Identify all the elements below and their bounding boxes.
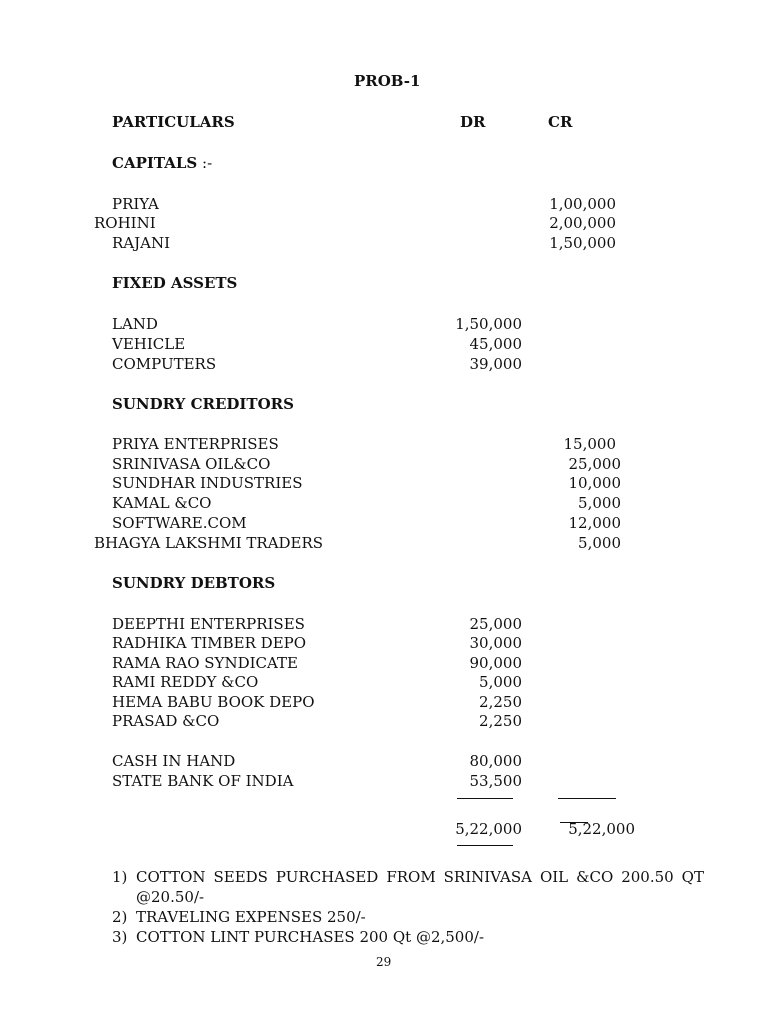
page-number: 29: [376, 955, 392, 969]
transaction-number: 1): [112, 868, 128, 886]
fixed-asset-dr-amount: 1,50,000: [455, 315, 522, 333]
capitals-heading-suffix: :-: [202, 154, 213, 172]
debtor-name: RAMA RAO SYNDICATE: [112, 654, 298, 672]
capitals-heading-text: CAPITALS: [112, 154, 198, 172]
creditor-cr-amount: 10,000: [568, 474, 621, 492]
dr-total-rule-bottom: [457, 845, 513, 846]
transaction-text: COTTON SEEDS PURCHASED FROM SRINIVASA OIL &CO 200.50 QT: [136, 868, 704, 886]
bank-name: STATE BANK OF INDIA: [112, 772, 294, 790]
debtor-dr-amount: 2,250: [479, 712, 522, 730]
creditor-name: BHAGYA LAKSHMI TRADERS: [94, 534, 324, 552]
capital-name: RAJANI: [112, 234, 171, 252]
transaction-text-continued: @20.50/-: [136, 888, 205, 906]
bank-dr-amount: 53,500: [469, 772, 522, 790]
capital-cr-amount: 1,00,000: [549, 195, 616, 213]
cr-total-overline: [560, 822, 588, 823]
section-heading-sundry-creditors: SUNDRY CREDITORS: [112, 395, 294, 413]
creditor-name: SOFTWARE.COM: [112, 514, 247, 532]
cash-name: CASH IN HAND: [112, 752, 236, 770]
creditor-name: PRIYA ENTERPRISES: [112, 435, 279, 453]
debtor-dr-amount: 2,250: [479, 693, 522, 711]
creditor-name: SUNDHAR INDUSTRIES: [112, 474, 303, 492]
cr-total: 5,22,000: [568, 820, 635, 838]
debtor-dr-amount: 90,000: [469, 654, 522, 672]
transaction-number: 2): [112, 908, 128, 926]
cash-dr-amount: 80,000: [469, 752, 522, 770]
header-dr: DR: [460, 113, 486, 131]
capital-name: PRIYA: [112, 195, 159, 213]
debtor-name: HEMA BABU BOOK DEPO: [112, 693, 315, 711]
creditor-cr-amount: 25,000: [568, 455, 621, 473]
creditor-cr-amount: 15,000: [563, 435, 616, 453]
debtor-name: DEEPTHI ENTERPRISES: [112, 615, 305, 633]
debtor-dr-amount: 5,000: [479, 673, 522, 691]
creditor-cr-amount: 5,000: [578, 494, 621, 512]
dr-total: 5,22,000: [455, 820, 522, 838]
capital-cr-amount: 1,50,000: [549, 234, 616, 252]
creditor-cr-amount: 5,000: [578, 534, 621, 552]
capital-name: ROHINI: [94, 214, 156, 232]
debtor-name: RAMI REDDY &CO: [112, 673, 259, 691]
header-particulars: PARTICULARS: [112, 113, 235, 131]
transaction-text: COTTON LINT PURCHASES 200 Qt @2,500/-: [136, 928, 485, 946]
fixed-asset-name: COMPUTERS: [112, 355, 217, 373]
debtor-name: PRASAD &CO: [112, 712, 220, 730]
capital-cr-amount: 2,00,000: [549, 214, 616, 232]
section-heading-capitals: [112, 154, 212, 172]
transaction-number: 3): [112, 928, 128, 946]
debtor-name: RADHIKA TIMBER DEPO: [112, 634, 307, 652]
page-title: PROB-1: [354, 72, 421, 90]
cr-total-rule-top: [558, 798, 616, 799]
section-heading-fixed-assets: FIXED ASSETS: [112, 274, 238, 292]
header-cr: CR: [548, 113, 573, 131]
debtor-dr-amount: 25,000: [469, 615, 522, 633]
fixed-asset-name: VEHICLE: [112, 335, 186, 353]
fixed-asset-name: LAND: [112, 315, 158, 333]
creditor-cr-amount: 12,000: [568, 514, 621, 532]
dr-total-rule-top: [457, 798, 513, 799]
debtor-dr-amount: 30,000: [469, 634, 522, 652]
creditor-name: KAMAL &CO: [112, 494, 212, 512]
section-heading-sundry-debtors: SUNDRY DEBTORS: [112, 574, 276, 592]
transaction-text: TRAVELING EXPENSES 250/-: [136, 908, 366, 926]
creditor-name: SRINIVASA OIL&CO: [112, 455, 271, 473]
fixed-asset-dr-amount: 45,000: [469, 335, 522, 353]
fixed-asset-dr-amount: 39,000: [469, 355, 522, 373]
